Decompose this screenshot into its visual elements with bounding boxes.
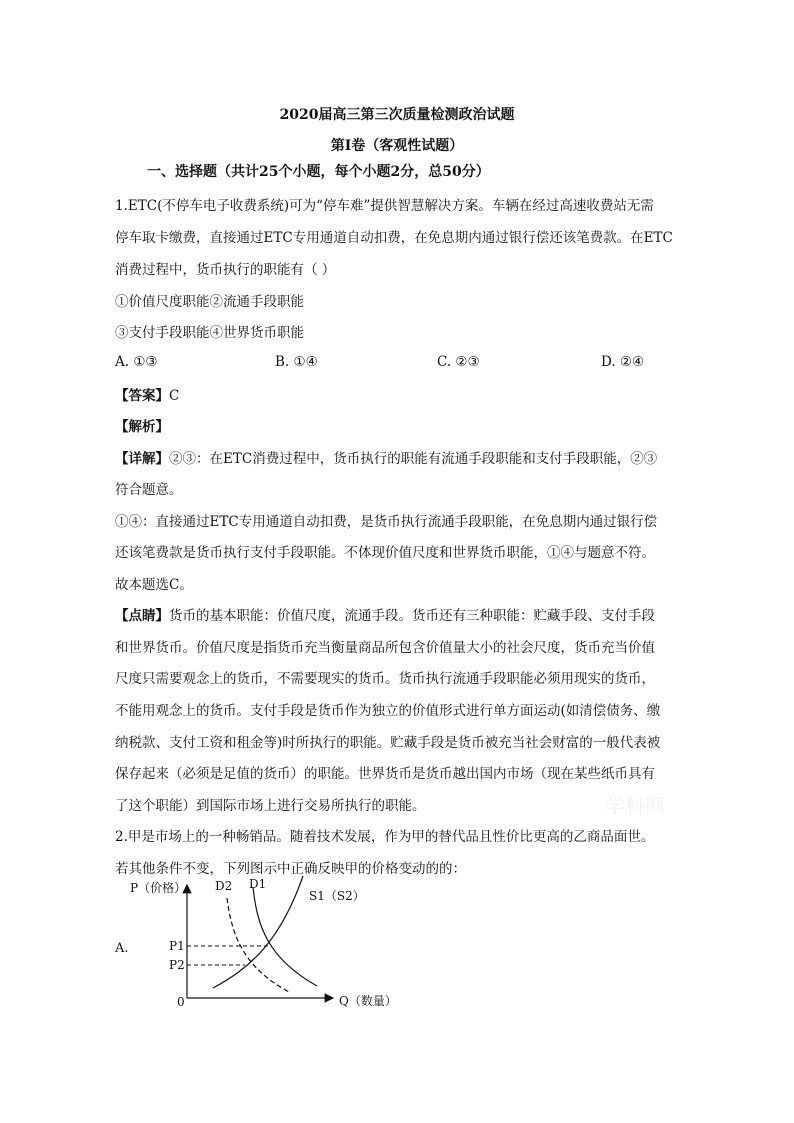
q2-stem-line-1: 2.甲是市场上的一种畅销品。随着技术发展，作为甲的替代品且性价比更高的乙商品面世。 (115, 829, 655, 845)
q1-option-a: A. ①③ (115, 354, 158, 370)
q1-answer (115, 386, 685, 406)
y-axis-label: P（价格） (130, 881, 187, 895)
analysis-tag: 【解析】 (115, 419, 169, 435)
supply-demand-graph (125, 870, 415, 1020)
q1-stem-line-1: 1.ETC(不停车电子收费系统)可为“停车难”提供智慧解决方案。车辆在经过高速收费站无需 (115, 198, 654, 214)
q1-tip-line-1 (115, 606, 685, 626)
q1-detail-line-3: ①④：直接通过ETC专用通道自动扣费，是货币执行流通手段职能，在免息期内通过银行偿 (115, 514, 658, 530)
section-title: 第Ⅰ卷（客观性试题） (330, 138, 464, 154)
watermark: 学科网 (605, 794, 665, 818)
tip-tag: 【点睛】 (115, 608, 169, 624)
q1-detail-line-1 (115, 449, 685, 469)
q1-options (115, 354, 715, 374)
p2-label: P2 (169, 958, 185, 972)
q2-stem-line-2: 若其他条件不变，下列图示中正确反映甲的价格变动的的： (115, 861, 466, 877)
q1-tip-line-2: 和世界货币。价值尺度是指货币充当衡量商品所包含价值量大小的社会尺度，货币充当价值 (115, 640, 655, 656)
demand-curve-d1 (253, 887, 317, 986)
q2-option-a-label: A. (115, 941, 129, 956)
q1-item-line-1: ①价值尺度职能②流通手段职能 (115, 294, 304, 310)
part-heading: 一、选择题（共计25个小题，每个小题2分，总50分） (147, 164, 490, 180)
q1-tip-line-4: 不能用观念上的货币。支付手段是货币作为独立的价值形式进行单方面运动(如清偿债务、缴 (115, 703, 661, 719)
x-axis-label: Q（数量） (339, 994, 397, 1008)
q1-stem-line-2: 停车取卡缴费，直接通过ETC专用通道自动扣费，在免息期内通过银行偿还该笔费款。在ETC (115, 230, 673, 246)
q1-tip-line-5: 纳税款、支付工资和租金等)时所执行的职能。贮藏手段是货币被充当社会财富的一般代表被 (115, 735, 661, 751)
q1-option-c: C. ②③ (437, 354, 480, 370)
detail-text: ②③：在ETC消费过程中，货币执行的职能有流通手段职能和支付手段职能，②③ (169, 451, 658, 467)
q1-item-line-2: ③支付手段职能④世界货币职能 (115, 325, 304, 341)
supply-label: S1（S2） (309, 889, 365, 903)
q1-detail-line-5: 故本题选C。 (115, 577, 193, 593)
tip-text: 货币的基本职能：价值尺度，流通手段。货币还有三种职能：贮藏手段、支付手段 (169, 608, 655, 624)
d1-label: D1 (249, 877, 267, 891)
answer-tag: 【答案】 (115, 388, 169, 404)
q1-tip-line-7: 了这个职能）到国际市场上进行交易所执行的职能。 (115, 798, 426, 814)
q1-option-d: D. ②④ (601, 354, 645, 370)
d2-label: D2 (215, 879, 233, 893)
exam-title: 2020届高三第三次质量检测政治试题 (279, 107, 515, 123)
answer-value: C (169, 388, 180, 404)
demand-curve-d2 (227, 898, 289, 992)
q1-tip-line-6: 保存起来（必须是足值的货币）的职能。世界货币是货币越出国内市场（现在某些纸币具有 (115, 766, 655, 782)
q1-tip-line-3: 尺度只需要观念上的货币，不需要现实的货币。货币执行流通手段职能必须用现实的货币， (115, 671, 655, 687)
q1-option-b: B. ①④ (275, 354, 318, 370)
q1-detail-line-4: 还该笔费款是货币执行支付手段职能。不体现价值尺度和世界货币职能，①④与题意不符。 (115, 545, 655, 561)
detail-tag: 【详解】 (115, 451, 169, 467)
q1-detail-line-2: 符合题意。 (115, 482, 183, 498)
origin-label: 0 (177, 995, 185, 1009)
q1-stem-line-3: 消费过程中，货币执行的职能有（ ） (115, 262, 336, 278)
p1-label: P1 (169, 939, 185, 953)
